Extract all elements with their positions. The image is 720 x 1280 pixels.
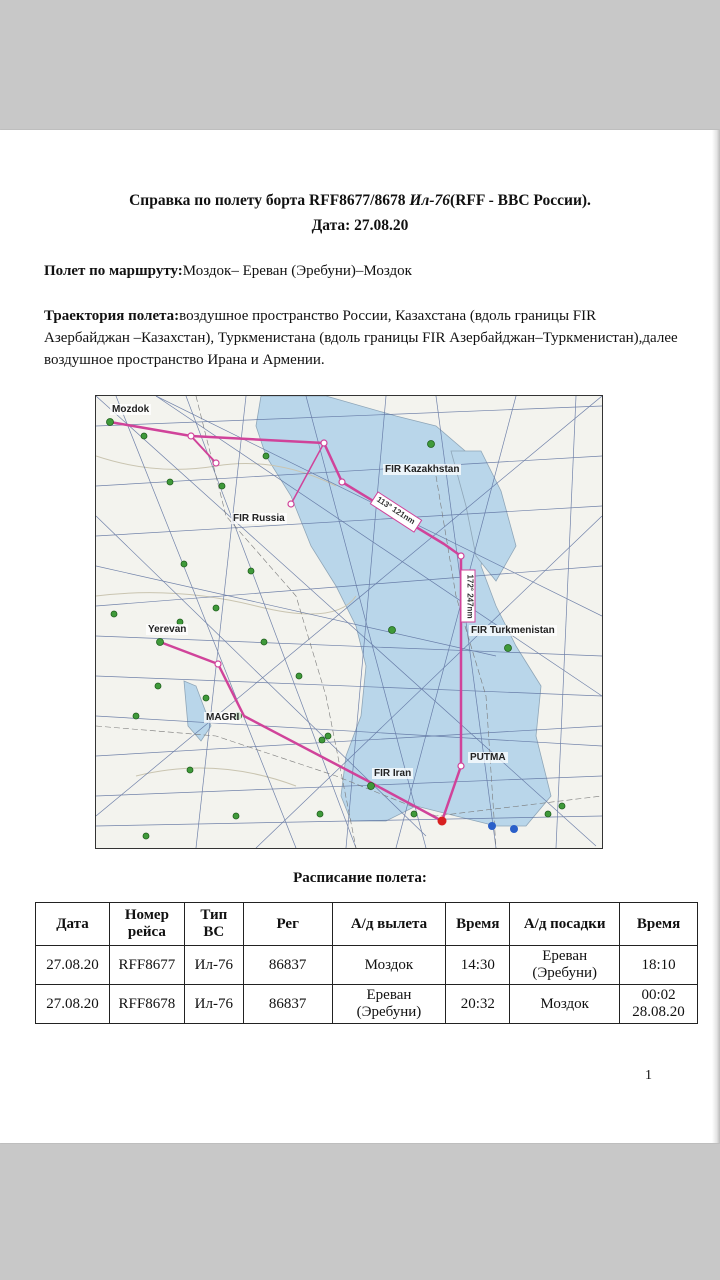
cell-text: 00:02 <box>641 987 676 1003</box>
cell-text: 14:30 <box>460 956 495 973</box>
document-date: Дата: 27.08.20 <box>311 217 409 234</box>
schedule-header-cell <box>184 903 243 946</box>
putma-turn-marker <box>438 817 447 826</box>
cell-text: 27.08.20 <box>46 956 99 973</box>
schedule-header-cell <box>109 903 184 946</box>
cell-text: 86837 <box>268 956 307 973</box>
blue-marker <box>488 822 496 830</box>
page-number: 1 <box>645 1068 652 1083</box>
cell-text: (Эребуни) <box>532 965 597 981</box>
table-cell <box>184 946 243 985</box>
cell-text: 18:10 <box>641 956 676 973</box>
table-cell <box>332 946 446 985</box>
document-title <box>0 192 720 210</box>
label-yerevan: Yerevan <box>148 624 187 635</box>
schedule-header-cell <box>332 903 446 946</box>
route-map <box>95 395 603 849</box>
table-cell <box>510 946 620 985</box>
table-cell <box>620 946 698 985</box>
cell-text: RFF8677 <box>118 956 176 973</box>
route-label: Полет по маршруту: <box>44 263 183 279</box>
table-cell <box>243 946 332 985</box>
table-cell <box>332 985 446 1024</box>
blue-marker <box>510 825 518 833</box>
cell-text: Время <box>636 915 681 932</box>
cell-text: 86837 <box>268 995 307 1012</box>
cell-text: Ил-76 <box>194 956 233 973</box>
title-suffix: (RFF - ВВС России). <box>450 192 591 209</box>
cell-text: 27.08.20 <box>46 995 99 1012</box>
title-text: Справка по полету борта RFF8677/8678 <box>129 192 410 209</box>
table-row <box>36 946 698 985</box>
cell-text: А/д вылета <box>350 915 428 932</box>
label-putma: PUTMA <box>470 752 506 763</box>
cell-text: Тип <box>200 907 228 923</box>
cell-text: Ереван <box>542 948 588 964</box>
document-page <box>0 130 720 1143</box>
label-fir-kazakhstan: FIR Kazakhstan <box>385 464 460 475</box>
cell-text: ВС <box>203 924 225 940</box>
cell-text: А/д посадки <box>523 915 606 932</box>
route-map-graphic <box>96 396 602 848</box>
table-cell <box>36 985 110 1024</box>
schedule-table <box>35 902 698 1024</box>
cell-text: Рег <box>276 915 299 932</box>
schedule-body <box>36 946 698 1024</box>
cell-text: Ереван <box>366 987 412 1003</box>
table-row <box>36 985 698 1024</box>
schedule-header-row <box>36 903 698 946</box>
table-cell <box>243 985 332 1024</box>
cell-text: 20:32 <box>460 995 495 1012</box>
cell-text: Время <box>456 915 500 932</box>
label-fir-russia: FIR Russia <box>233 513 285 524</box>
schedule-header-cell <box>36 903 110 946</box>
cell-text: Номер <box>124 907 169 923</box>
schedule-header-cell <box>243 903 332 946</box>
table-cell <box>184 985 243 1024</box>
page-edge-shadow <box>712 130 720 1143</box>
table-cell <box>446 985 510 1024</box>
trajectory-paragraph <box>44 305 684 371</box>
title-aircraft-type: Ил-76 <box>409 192 451 209</box>
cell-text: (Эребуни) <box>356 1004 422 1020</box>
table-cell <box>446 946 510 985</box>
label-fir-iran: FIR Iran <box>374 768 412 779</box>
table-cell <box>510 985 620 1024</box>
label-magri: MAGRI <box>206 712 240 723</box>
label-segment-1: 113° 121nm <box>375 494 417 527</box>
cell-text: Моздок <box>364 956 414 973</box>
schedule-header-cell <box>446 903 510 946</box>
schedule-title: Расписание полета: <box>293 870 427 886</box>
route-text: Моздок– Ереван (Эребуни)–Моздок <box>182 263 412 279</box>
route-paragraph <box>44 260 684 282</box>
trajectory-label: Траектория полета: <box>44 308 180 324</box>
trajectory-text: воздушное пространство России, Казахстана (вдоль границы FIR Азербайджан –Казахстан), Туркменистана (вдоль границы FIR Азербайджан–Туркменистан),далее воздушное пространство Ирана и Армении. <box>44 308 678 368</box>
cell-text: RFF8678 <box>118 995 176 1012</box>
table-cell <box>109 985 184 1024</box>
cell-text: рейса <box>127 924 166 940</box>
label-fir-turkmenistan: FIR Turkmenistan <box>471 625 555 636</box>
cell-text: 28.08.20 <box>632 1004 685 1020</box>
cell-text: Ил-76 <box>194 995 233 1012</box>
table-cell <box>36 946 110 985</box>
cell-text: Дата <box>56 915 89 932</box>
label-segment-2: 172° 247nm <box>465 574 475 619</box>
schedule-header-cell <box>510 903 620 946</box>
schedule-header-cell <box>620 903 698 946</box>
table-cell <box>620 985 698 1024</box>
cell-text: Моздок <box>540 995 589 1012</box>
table-cell <box>109 946 184 985</box>
label-mozdok: Mozdok <box>112 404 150 415</box>
